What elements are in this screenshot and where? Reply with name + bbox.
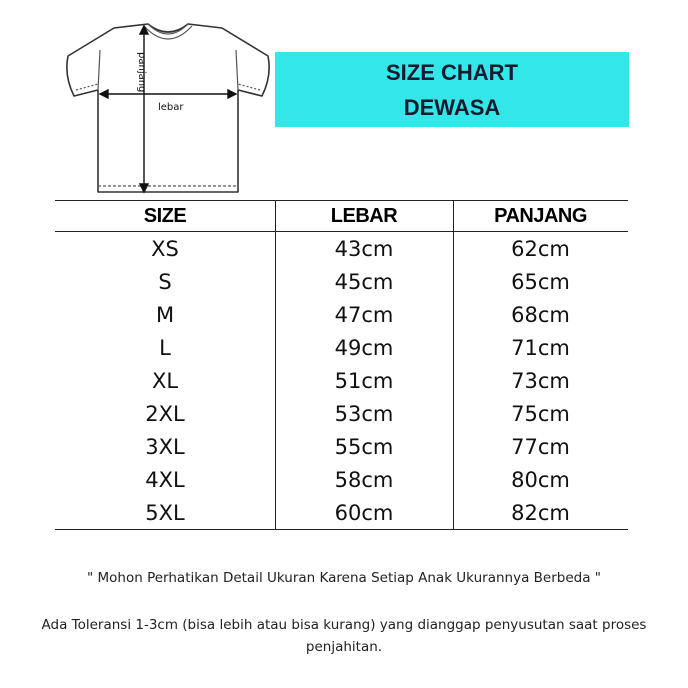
- lebar-cell: 53cm: [334, 402, 394, 426]
- lebar-cell: 49cm: [334, 336, 394, 360]
- lebar-cell: 60cm: [334, 501, 394, 525]
- size-table: [55, 200, 628, 530]
- table-row: [55, 398, 628, 431]
- table-row: [55, 299, 628, 332]
- panjang-cell: 80cm: [511, 468, 570, 492]
- banner-title: SIZE CHART: [386, 60, 518, 85]
- lebar-cell: 47cm: [334, 303, 394, 327]
- size-chart-banner: [275, 52, 629, 127]
- size-cell: 2XL: [145, 402, 185, 426]
- size-cell: S: [158, 270, 172, 294]
- size-cell: 4XL: [145, 468, 185, 492]
- table-row: [55, 497, 628, 530]
- panjang-cell: 77cm: [511, 435, 570, 459]
- lebar-cell: 55cm: [334, 435, 394, 459]
- panjang-cell: 73cm: [511, 369, 570, 393]
- table-row: [55, 332, 628, 365]
- table-row: [55, 266, 628, 299]
- size-cell: XL: [151, 369, 179, 393]
- panjang-cell: 82cm: [511, 501, 570, 525]
- table-row: [55, 431, 628, 464]
- size-cell: 5XL: [145, 501, 185, 525]
- header-panjang: PANJANG: [494, 205, 587, 227]
- warning-note: " Mohon Perhatikan Detail Ukuran Karena Setiap Anak Ukurannya Berbeda ": [87, 570, 601, 586]
- panjang-cell: 75cm: [511, 402, 570, 426]
- lebar-cell: 43cm: [334, 237, 394, 261]
- size-cell: XS: [151, 237, 179, 261]
- width-label: lebar: [158, 102, 184, 113]
- panjang-cell: 68cm: [511, 303, 570, 327]
- size-cell: L: [159, 336, 171, 360]
- header-size: SIZE: [143, 205, 187, 227]
- panjang-cell: 71cm: [511, 336, 570, 360]
- tolerance-note: Ada Toleransi 1-3cm (bisa lebih atau bisa kurang) yang dianggap penyusutan saat proses penjahitan.: [41, 617, 647, 655]
- table-row: [55, 233, 628, 266]
- banner-subtitle: DEWASA: [403, 95, 501, 120]
- lebar-cell: 58cm: [334, 468, 394, 492]
- table-row: [55, 365, 628, 398]
- tshirt-diagram: [62, 20, 274, 198]
- size-cell: M: [155, 303, 175, 327]
- length-label: panjang: [136, 52, 147, 93]
- size-cell: 3XL: [145, 435, 185, 459]
- lebar-cell: 45cm: [334, 270, 394, 294]
- panjang-cell: 65cm: [511, 270, 570, 294]
- panjang-cell: 62cm: [511, 237, 570, 261]
- header-divider: [55, 231, 628, 232]
- lebar-cell: 51cm: [334, 369, 394, 393]
- table-row: [55, 464, 628, 497]
- header-lebar: LEBAR: [330, 205, 398, 227]
